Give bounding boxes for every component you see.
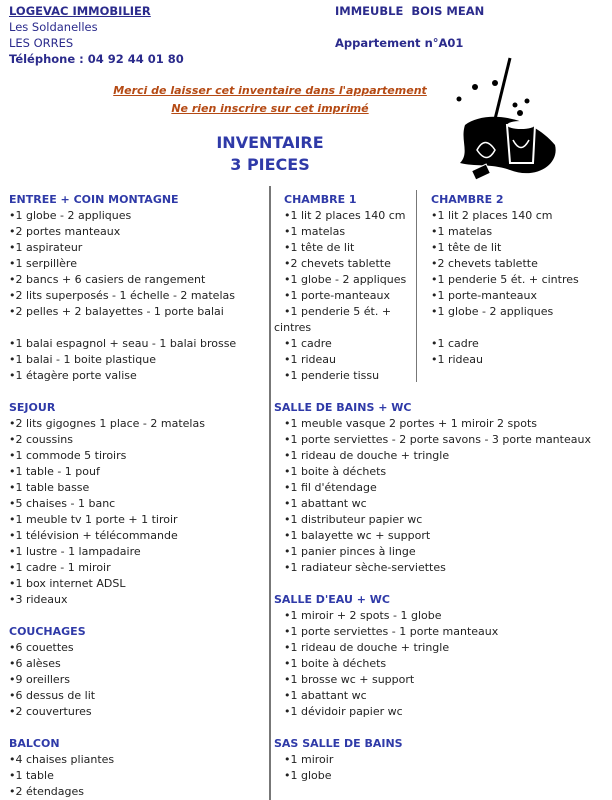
inventory-item: •1 globe - 2 appliques — [431, 305, 554, 318]
document-subtitle: 3 PIECES — [230, 155, 310, 174]
spacer — [9, 320, 236, 336]
inventory-item: •1 lit 2 places 140 cm — [431, 209, 553, 222]
inventory-item: •1 meuble tv 1 porte + 1 tiroir — [9, 513, 178, 526]
section-heading-chambre-2: CHAMBRE 2 — [431, 193, 504, 206]
agency-phone: Téléphone : 04 92 44 01 80 — [9, 52, 184, 66]
inventory-item: •1 panier pinces à linge — [284, 545, 416, 558]
inventory-item: •1 table — [9, 769, 54, 782]
inventory-item: •1 boite à déchets — [284, 465, 387, 478]
spacer — [274, 720, 612, 736]
inventory-item: •1 rideau — [284, 353, 337, 366]
inventory-item: •1 cadre - 1 miroir — [9, 561, 111, 574]
inventory-item: •1 penderie 5 ét. + cintres — [274, 305, 392, 334]
inventory-item: •1 porte-manteaux — [284, 289, 390, 302]
inventory-item: •1 porte serviettes - 1 porte manteaux — [284, 625, 499, 638]
inventory-item: •1 globe - 2 appliques — [284, 273, 407, 286]
section-heading-salle-d-eau-wc: SALLE D'EAU + WC — [274, 593, 390, 606]
agency-address-2: LES ORRES — [9, 36, 74, 50]
inventory-item: •1 fil d'étendage — [284, 481, 377, 494]
inventory-item: •1 balayette wc + support — [284, 529, 431, 542]
inventory-item: •1 brosse wc + support — [284, 673, 415, 686]
inventory-item: •1 porte serviettes - 2 porte savons - 3 porte manteaux — [284, 433, 591, 446]
inventory-item: •1 meuble vasque 2 portes + 1 miroir 2 spots — [284, 417, 538, 430]
spacer — [9, 720, 236, 736]
inventory-item: •1 miroir + 2 spots - 1 globe — [284, 609, 442, 622]
right-column — [274, 400, 612, 784]
spacer — [274, 576, 612, 592]
inventory-item: •1 serpillère — [9, 257, 77, 270]
column-divider-bedrooms — [416, 190, 417, 382]
spacer — [431, 320, 579, 336]
inventory-item: •1 globe - 2 appliques — [9, 209, 132, 222]
inventory-item: •1 cadre — [284, 337, 332, 350]
notice-line-2: Ne rien inscrire sur cet imprimé — [171, 102, 369, 115]
inventory-item: •2 bancs + 6 casiers de rangement — [9, 273, 206, 286]
inventory-item: •2 couvertures — [9, 705, 92, 718]
inventory-item: •2 chevets tablette — [284, 257, 391, 270]
inventory-item: •1 table - 1 pouf — [9, 465, 100, 478]
document-title: INVENTAIRE — [216, 133, 324, 152]
inventory-item: •2 étendages — [9, 785, 85, 798]
column-divider — [269, 186, 271, 800]
inventory-item: •5 chaises - 1 banc — [9, 497, 116, 510]
inventory-item: •1 cadre — [431, 337, 479, 350]
inventory-item: •1 miroir — [284, 753, 334, 766]
inventory-item: •1 penderie 5 ét. + cintres — [431, 273, 579, 286]
inventory-item: •1 dévidoir papier wc — [284, 705, 403, 718]
section-heading-chambre-1: CHAMBRE 1 — [284, 193, 357, 206]
inventory-item: •1 boite à déchets — [284, 657, 387, 670]
inventory-item: •1 tête de lit — [284, 241, 355, 254]
inventory-item: •1 rideau — [431, 353, 484, 366]
section-heading-sas-salle-de-bains: SAS SALLE DE BAINS — [274, 737, 403, 750]
inventory-item: •1 radiateur sèche-serviettes — [284, 561, 446, 574]
section-heading-couchages: COUCHAGES — [9, 625, 86, 638]
inventory-item: •2 pelles + 2 balayettes - 1 porte balai — [9, 305, 224, 318]
inventory-item: •1 porte-manteaux — [431, 289, 537, 302]
apartment-number: Appartement n°A01 — [335, 36, 464, 50]
inventory-item: •1 balai - 1 boite plastique — [9, 353, 156, 366]
inventory-item: •1 étagère porte valise — [9, 369, 137, 382]
section-heading-balcon: BALCON — [9, 737, 60, 750]
inventory-item: •2 lits superposés - 1 échelle - 2 matelas — [9, 289, 235, 302]
inventory-item: •4 chaises pliantes — [9, 753, 115, 766]
inventory-item: •1 lit 2 places 140 cm — [284, 209, 406, 222]
inventory-item: •1 box internet ADSL — [9, 577, 126, 590]
inventory-item: •1 commode 5 tiroirs — [9, 449, 127, 462]
inventory-item: •6 couettes — [9, 641, 74, 654]
inventory-item: •1 balai espagnol + seau - 1 balai brosse — [9, 337, 237, 350]
inventory-item: •1 rideau de douche + tringle — [284, 641, 450, 654]
building-name: IMMEUBLE BOIS MEAN — [335, 4, 485, 18]
inventory-item: •1 télévision + télécommande — [9, 529, 178, 542]
inventory-item: •1 rideau de douche + tringle — [284, 449, 450, 462]
inventory-item: •1 abattant wc — [284, 497, 367, 510]
section-heading-entree-coin-montagne: ENTREE + COIN MONTAGNE — [9, 193, 179, 206]
inventory-item: •1 aspirateur — [9, 241, 83, 254]
inventory-item: •1 matelas — [284, 225, 346, 238]
inventory-item: •2 coussins — [9, 433, 73, 446]
inventory-item: •1 distributeur papier wc — [284, 513, 423, 526]
inventory-item: •1 abattant wc — [284, 689, 367, 702]
section-heading-sejour: SEJOUR — [9, 401, 56, 414]
inventory-item: •2 lits gigognes 1 place - 2 matelas — [9, 417, 205, 430]
agency-address-1: Les Soldanelles — [9, 20, 98, 34]
chambre-1 — [274, 192, 414, 384]
inventory-item: •2 portes manteaux — [9, 225, 121, 238]
inventory-item: •1 matelas — [431, 225, 493, 238]
inventory-item: •6 dessus de lit — [9, 689, 96, 702]
section-heading-salle-de-bains-wc: SALLE DE BAINS + WC — [274, 401, 412, 414]
inventory-item: •1 table basse — [9, 481, 90, 494]
inventory-item: •6 alèses — [9, 657, 61, 670]
inventory-item: •2 chevets tablette — [431, 257, 538, 270]
spacer — [9, 384, 236, 400]
inventory-item: •3 rideaux — [9, 593, 68, 606]
inventory-item: •1 penderie tissu — [284, 369, 380, 382]
inventory-item: •1 tête de lit — [431, 241, 502, 254]
left-column — [9, 192, 236, 800]
inventory-item: •1 lustre - 1 lampadaire — [9, 545, 141, 558]
agency-name: LOGEVAC IMMOBILIER — [9, 4, 151, 18]
spacer — [9, 608, 236, 624]
cleaning-mop-bucket-icon — [455, 55, 565, 195]
chambre-2 — [431, 192, 579, 368]
inventory-item: •1 globe — [284, 769, 332, 782]
inventory-item: •9 oreillers — [9, 673, 70, 686]
notice-line-1: Merci de laisser cet inventaire dans l'appartement — [113, 84, 427, 97]
